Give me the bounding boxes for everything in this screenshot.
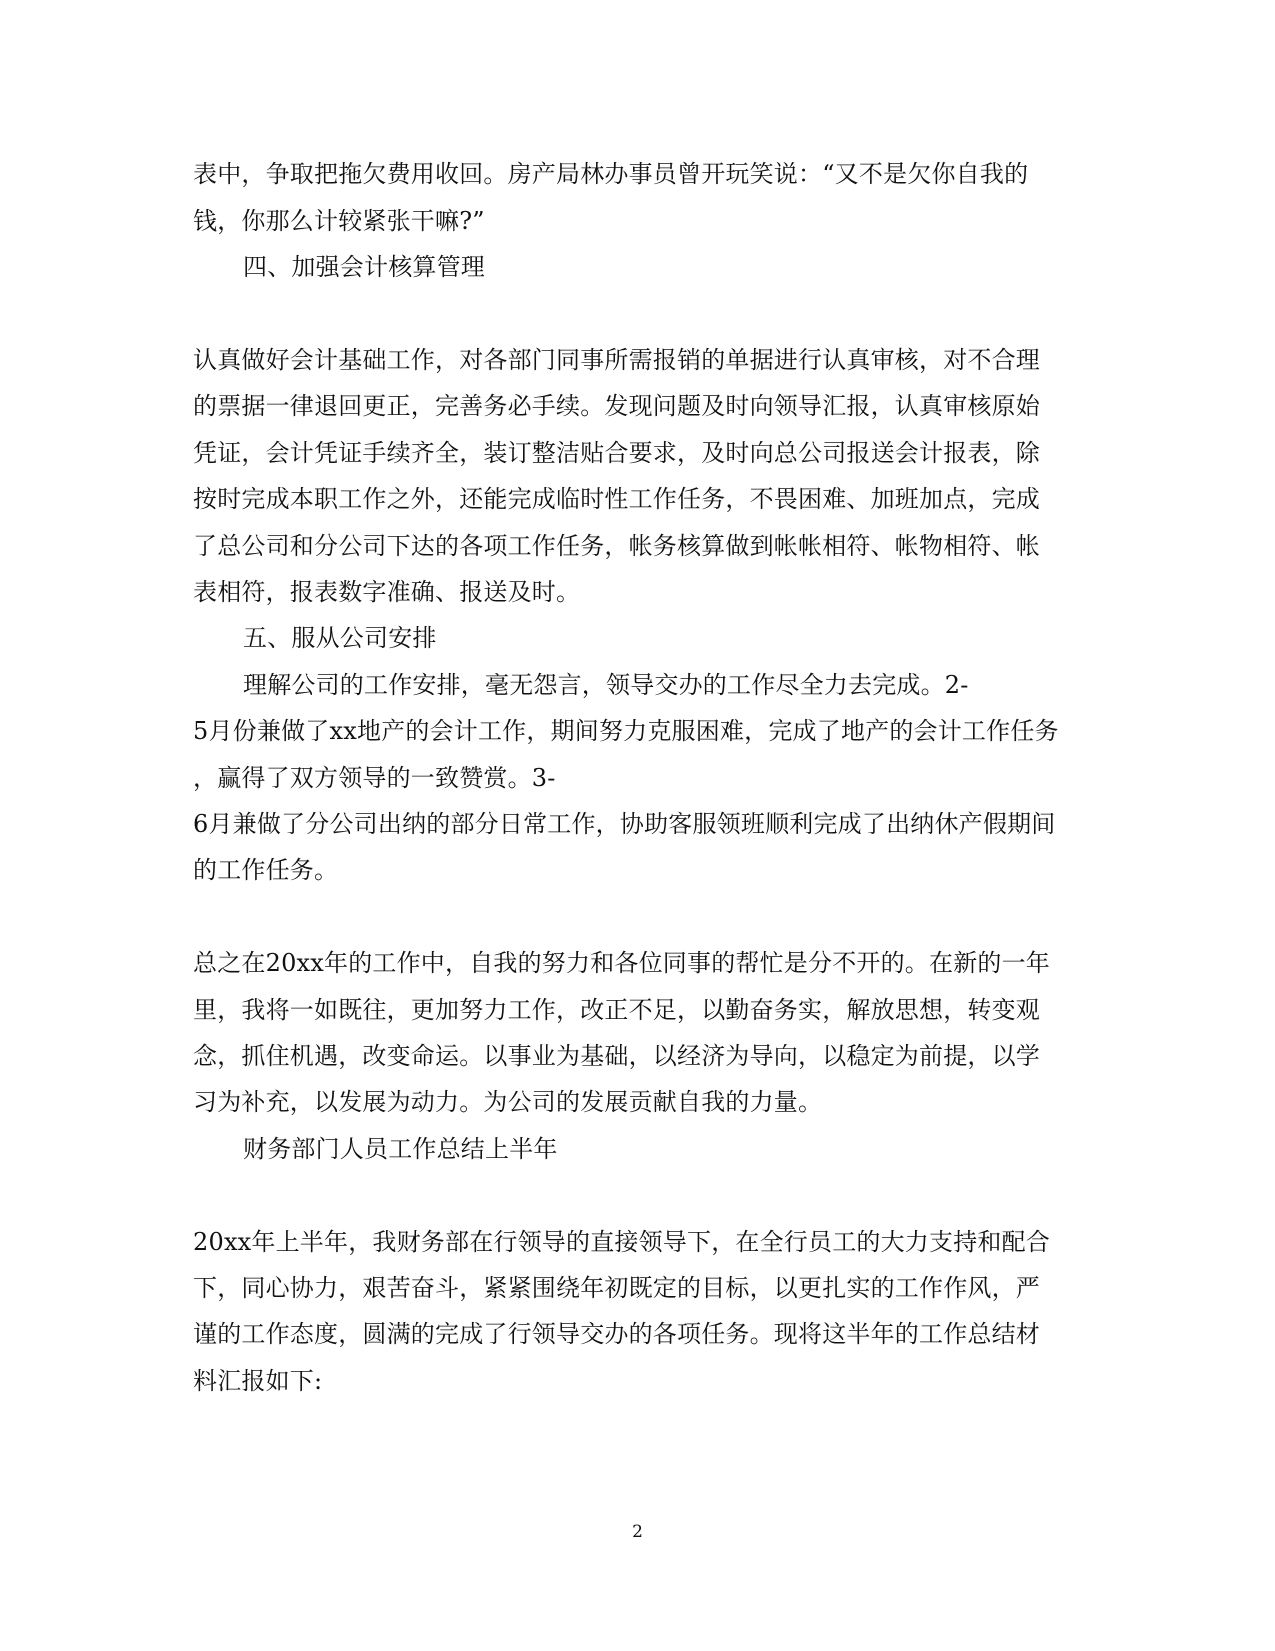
text-line: 的票据一律退回更正，完善务必手续。发现问题及时向领导汇报，认真审核原始	[193, 392, 1040, 420]
text-line: 念，抓住机遇，改变命运。以事业为基础，以经济为导向，以稳定为前提，以学	[193, 1042, 1040, 1070]
text-line: 的工作任务。	[193, 856, 339, 884]
text-line: 了总公司和分公司下达的各项工作任务，帐务核算做到帐帐相符、帐物相符、帐	[193, 532, 1040, 560]
text-line: 认真做好会计基础工作，对各部门同事所需报销的单据进行认真审核，对不合理	[193, 346, 1040, 374]
text-line: 按时完成本职工作之外，还能完成临时性工作任务，不畏困难、加班加点，完成	[193, 485, 1040, 513]
text-line: ，赢得了双方领导的一致赞赏。3-	[193, 764, 556, 792]
text-line: 下，同心协力，艰苦奋斗，紧紧围绕年初既定的目标，以更扎实的工作作风，严	[193, 1274, 1040, 1302]
text-line: 里，我将一如既往，更加努力工作，改正不足，以勤奋务实，解放思想，转变观	[193, 996, 1040, 1024]
section-heading: 五、服从公司安排	[243, 624, 437, 652]
text-line: 谨的工作态度，圆满的完成了行领导交办的各项任务。现将这半年的工作总结材	[193, 1320, 1040, 1348]
text-line: 表中，争取把拖欠费用收回。房产局林办事员曾开玩笑说：“又不是欠你自我的	[193, 160, 1029, 188]
text-line: 习为补充，以发展为动力。为公司的发展贡献自我的力量。	[193, 1088, 823, 1116]
text-line: 6月兼做了分公司出纳的部分日常工作，协助客服领班顺利完成了出纳休产假期间	[193, 810, 1056, 838]
text-line: 钱，你那么计较紧张干嘛?”	[193, 207, 485, 235]
section-heading: 财务部门人员工作总结上半年	[243, 1135, 558, 1163]
text-line: 5月份兼做了xx地产的会计工作，期间努力克服困难，完成了地产的会计工作任务	[193, 717, 1059, 745]
text-line: 凭证，会计凭证手续齐全，装订整洁贴合要求，及时向总公司报送会计报表，除	[193, 439, 1040, 467]
text-line: 理解公司的工作安排，毫无怨言，领导交办的工作尽全力去完成。2-	[243, 671, 969, 699]
page-number: 2	[632, 1522, 643, 1542]
text-line: 表相符，报表数字准确、报送及时。	[193, 578, 581, 606]
text-line: 20xx年上半年，我财务部在行领导的直接领导下，在全行员工的大力支持和配合	[193, 1228, 1051, 1256]
section-heading: 四、加强会计核算管理	[243, 253, 485, 281]
text-line: 料汇报如下:	[193, 1367, 323, 1395]
text-line: 总之在20xx年的工作中，自我的努力和各位同事的帮忙是分不开的。在新的一年	[193, 949, 1051, 977]
